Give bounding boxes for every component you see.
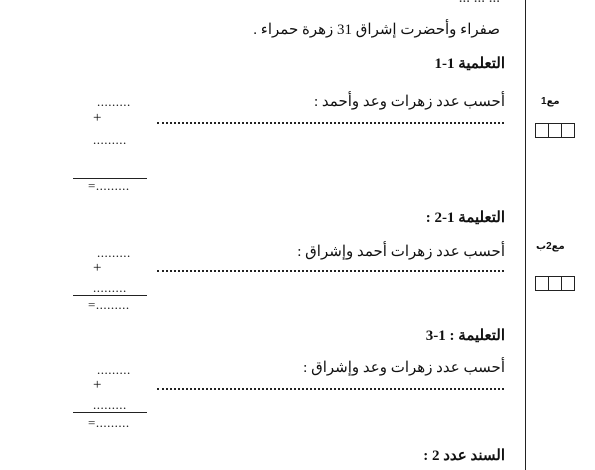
section-2-result[interactable]: =.........: [88, 297, 130, 312]
section-1-heading: التعلمية 1-1: [434, 56, 505, 72]
section-3-sum-line: [73, 412, 147, 413]
section-1-answer-line[interactable]: [157, 122, 504, 124]
section-2-addend-a[interactable]: .........: [97, 245, 131, 260]
section-2-heading: التعليمة 1-2 :: [425, 210, 505, 226]
grade-cell[interactable]: [536, 124, 549, 137]
section-3-result[interactable]: =.........: [88, 415, 130, 430]
margin-rule: [525, 0, 526, 470]
section-1-result[interactable]: =.........: [88, 178, 130, 193]
section-3-addend-a[interactable]: .........: [97, 362, 131, 377]
section-1-plus: +: [93, 110, 102, 126]
section-1-grade-box[interactable]: [535, 123, 575, 138]
next-section-heading: السند عدد 2 :: [423, 448, 505, 464]
section-1-addend-b[interactable]: .........: [93, 132, 127, 147]
section-3-plus: +: [93, 377, 102, 393]
section-2-answer-line[interactable]: [157, 270, 504, 272]
grade-cell[interactable]: [536, 277, 549, 290]
section-2-plus: +: [93, 260, 102, 276]
grade-cell[interactable]: [549, 277, 562, 290]
grade-cell[interactable]: [549, 124, 562, 137]
grade-cell[interactable]: [562, 124, 574, 137]
section-2-addend-b[interactable]: .........: [93, 280, 127, 295]
grade-cell[interactable]: [562, 277, 574, 290]
section-3-answer-line[interactable]: [157, 388, 504, 390]
section-3-heading: التعليمة : 1-3: [425, 328, 505, 344]
section-3-question: أحسب عدد زهرات وعد وإشراق :: [303, 360, 505, 376]
section-3-addend-b[interactable]: .........: [93, 397, 127, 412]
section-1-code-label: مع1: [541, 96, 560, 107]
section-2-sum-line: [73, 295, 147, 296]
intro-line: صفراء وأحضرت إشراق 31 زهرة حمراء .: [253, 22, 500, 38]
section-1-addend-a[interactable]: .........: [97, 94, 131, 109]
cut-off-text: [459, 0, 500, 7]
section-2-code-label: مع2ب: [536, 241, 565, 252]
section-1-question: أحسب عدد زهرات وعد وأحمد :: [314, 94, 505, 110]
section-2-question: أحسب عدد زهرات أحمد وإشراق :: [297, 244, 505, 260]
section-2-grade-box[interactable]: [535, 276, 575, 291]
